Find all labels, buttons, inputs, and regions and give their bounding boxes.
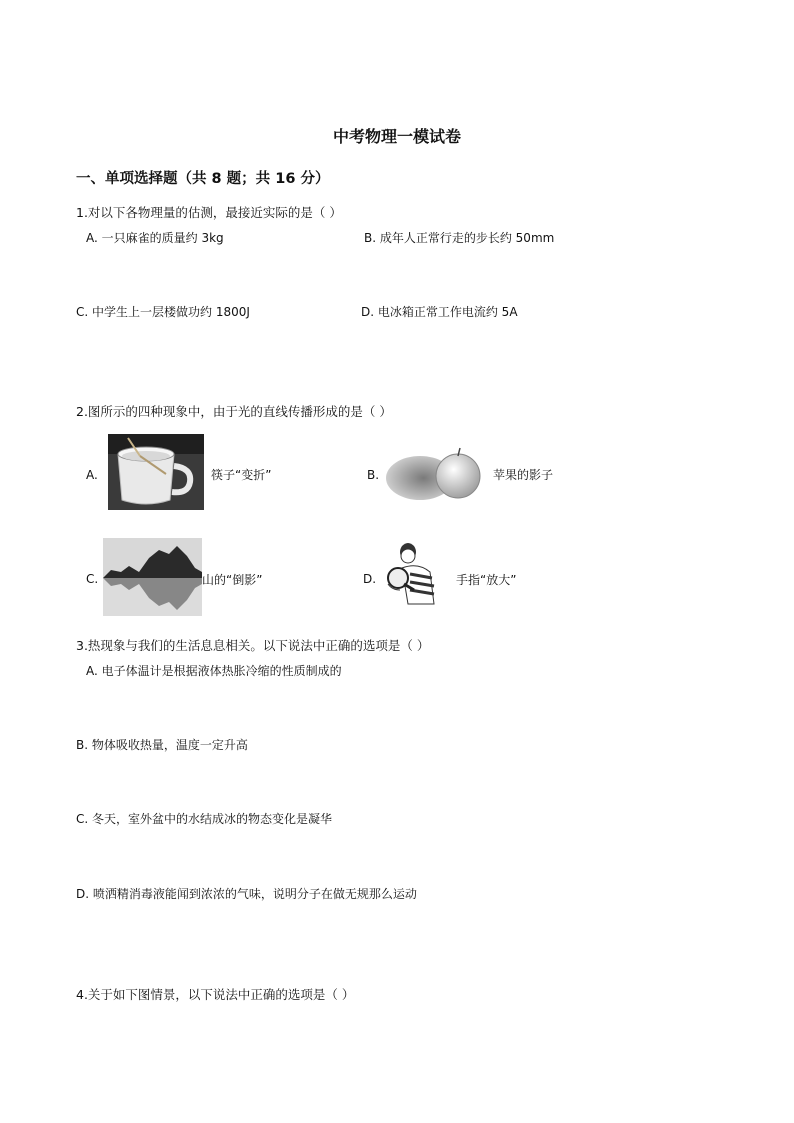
question-4-stem: 4.关于如下图情景，以下说法中正确的选项是（ ） xyxy=(76,987,355,1002)
cup-with-chopstick-icon xyxy=(108,434,204,510)
question-2-option-a-caption: 筷子“变折” xyxy=(211,468,272,482)
question-2-option-c-letter[interactable]: C. xyxy=(86,572,99,586)
question-3-option-a[interactable]: A. 电子体温计是根据液体热胀冷缩的性质制成的 xyxy=(86,664,342,678)
question-1-option-b[interactable]: B. 成年人正常行走的步长约 50mm xyxy=(364,231,555,245)
question-2-option-b-letter[interactable]: B. xyxy=(367,468,380,482)
question-2-option-d-caption: 手指“放大” xyxy=(456,573,517,587)
magnifier-person-icon xyxy=(378,538,452,606)
mountain-reflection-icon xyxy=(103,538,202,616)
question-3-stem: 3.热现象与我们的生活息息相关。以下说法中正确的选项是（ ） xyxy=(76,638,430,653)
question-3-option-c[interactable]: C. 冬天，室外盆中的水结成冰的物态变化是凝华 xyxy=(76,812,333,826)
question-1-stem: 1.对以下各物理量的估测，最接近实际的是（ ） xyxy=(76,205,342,220)
question-2-stem: 2.图所示的四种现象中，由于光的直线传播形成的是（ ） xyxy=(76,404,392,419)
question-2-option-d-letter[interactable]: D. xyxy=(363,572,377,586)
question-2-option-b-caption: 苹果的影子 xyxy=(493,468,554,482)
question-1-option-c[interactable]: C. 中学生上一层楼做功约 1800J xyxy=(76,305,250,319)
question-3-option-b[interactable]: B. 物体吸收热量，温度一定升高 xyxy=(76,738,248,752)
question-1-option-d[interactable]: D. 电冰箱正常工作电流约 5A xyxy=(361,305,518,319)
question-2-option-c-caption: 山的“倒影” xyxy=(202,573,263,587)
question-1-option-a[interactable]: A. 一只麻雀的质量约 3kg xyxy=(86,231,224,245)
question-2-option-a-letter[interactable]: A. xyxy=(86,468,98,482)
section-heading: 一、单项选择题（共 8 题；共 16 分） xyxy=(76,171,330,187)
question-3-option-d[interactable]: D. 喷洒精消毒液能闻到浓浓的气味，说明分子在做无规那么运动 xyxy=(76,887,417,901)
apple-shadow-icon xyxy=(384,444,484,506)
page-title: 中考物理一模试卷 xyxy=(332,127,461,146)
